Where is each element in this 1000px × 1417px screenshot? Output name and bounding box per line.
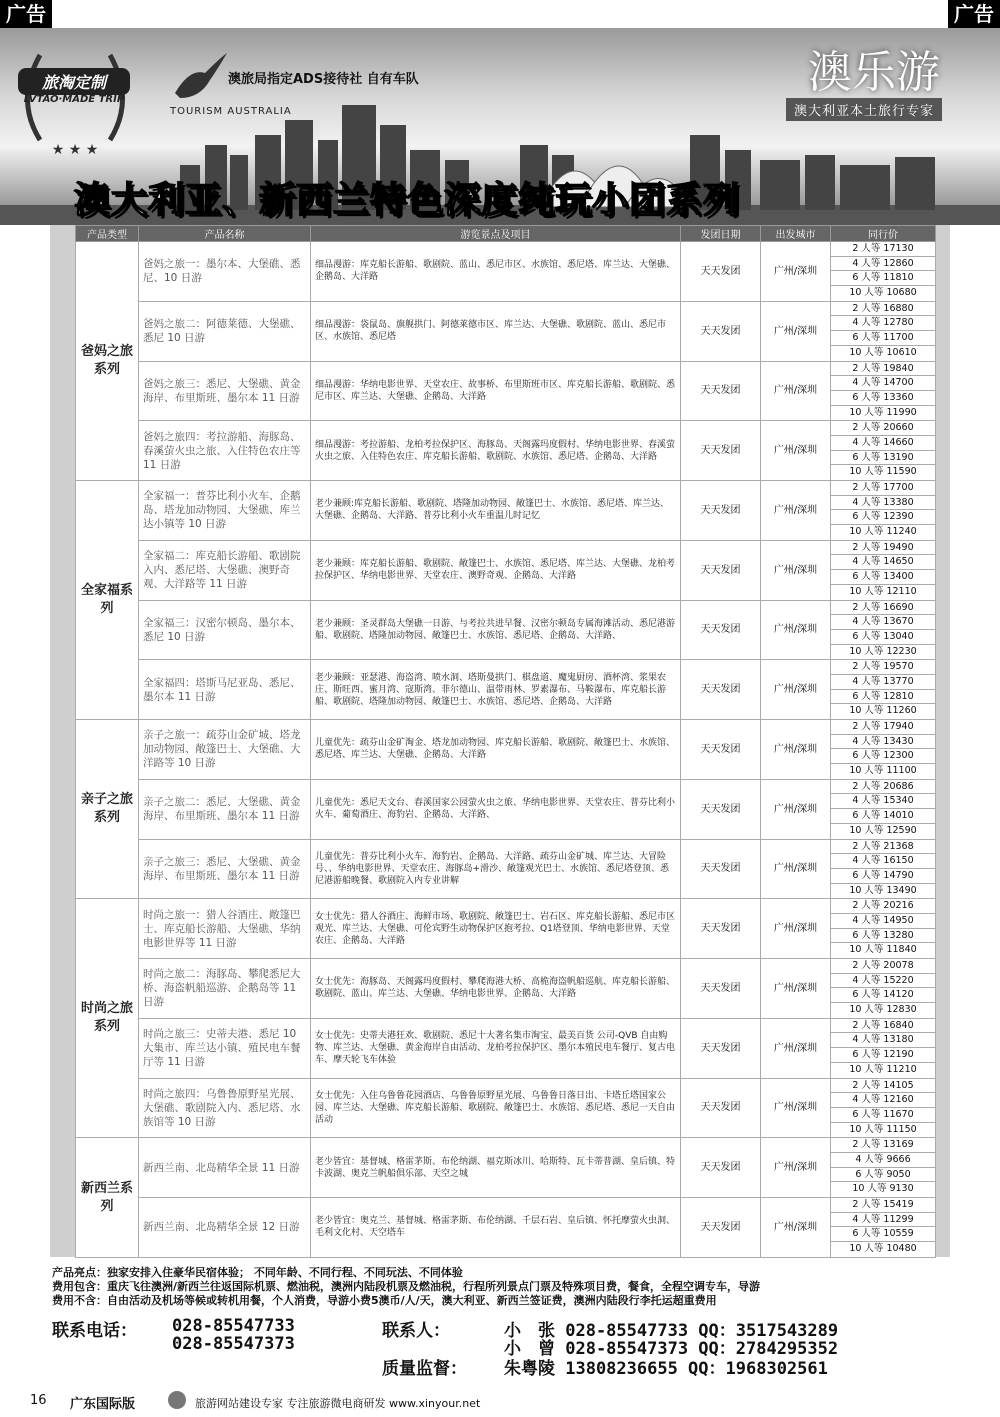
table-row bbox=[76, 1018, 936, 1078]
departure-city-cell: 广州/深圳 bbox=[761, 481, 831, 541]
ad-tag-right: 广告 bbox=[948, 0, 1000, 28]
departure-city-cell: 广州/深圳 bbox=[761, 899, 831, 959]
table-header-cell: 产品类型 bbox=[76, 226, 139, 242]
price-tier: 10 人等 11840 bbox=[849, 944, 917, 956]
itinerary-cell: 老少皆宜：基督城、格雷茅斯、布伦纳湖、福克斯冰川、哈斯特、瓦卡蒂普湖、皇后镇、特卡波湖、奥克兰帆船俱乐部、天空之城 bbox=[311, 1138, 681, 1198]
badge-subtitle: LVTAO·MADE TRIP bbox=[23, 94, 125, 105]
tour-name-cell: 时尚之旅一：猎人谷酒庄、敞篷巴士、库克船长游船、大堡礁、华纳电影世界等 11 日游 bbox=[139, 899, 311, 959]
price-cell bbox=[831, 421, 936, 481]
departure-date-cell: 天天发团 bbox=[681, 361, 761, 421]
departure-date-cell: 天天发团 bbox=[681, 540, 761, 600]
supervisor-contact[interactable]: 朱粤陵 13808236655 QQ：1968302561 bbox=[504, 1359, 828, 1379]
price-cell bbox=[831, 301, 936, 361]
tour-name-cell: 爸妈之旅四：考拉游船、海豚岛、春溪萤火虫之旅、入住特色农庄等 11 日游 bbox=[139, 421, 311, 481]
table-header-cell: 出发城市 bbox=[761, 226, 831, 242]
table-row bbox=[76, 481, 936, 541]
price-tier: 10 人等 11260 bbox=[849, 705, 917, 717]
itinerary-cell: 儿童优先：普芬比利小火车、海豹岩、企鹅岛、大洋路、疏芬山金矿城、库兰达、大冒险号、、华纳电影世界、天堂农庄、海豚岛+滑沙、敞篷观光巴士、水族馆、悉尼塔登顶、悉尼港游船晚餐、歌剧院入内专业讲解 bbox=[311, 839, 681, 899]
tour-name-cell: 爸妈之旅三：悉尼、大堡礁、黄金海岸、布里斯班、墨尔本 11 日游 bbox=[139, 361, 311, 421]
price-tier: 6 人等 14120 bbox=[831, 988, 935, 1003]
departure-date-cell: 天天发团 bbox=[681, 481, 761, 541]
tour-name-cell: 爸妈之旅二：阿德莱德、大堡礁、悉尼 10 日游 bbox=[139, 301, 311, 361]
price-tier: 6 人等 11810 bbox=[831, 271, 935, 286]
departure-city-cell: 广州/深圳 bbox=[761, 600, 831, 660]
table-row bbox=[76, 720, 936, 780]
price-cell bbox=[831, 720, 936, 780]
tour-name-cell: 新西兰南、北岛精华全景 12 日游 bbox=[139, 1198, 311, 1258]
page-number: 16 bbox=[30, 1393, 47, 1408]
price-tier: 2 人等 16880 bbox=[831, 302, 935, 317]
departure-city-cell: 广州/深圳 bbox=[761, 779, 831, 839]
price-tier: 4 人等 14650 bbox=[831, 555, 935, 570]
price-tier: 2 人等 20216 bbox=[831, 899, 935, 914]
price-tier: 6 人等 10559 bbox=[831, 1227, 935, 1242]
price-tier: 6 人等 13360 bbox=[831, 391, 935, 406]
departure-city-cell: 广州/深圳 bbox=[761, 660, 831, 720]
table-row bbox=[76, 660, 936, 720]
departure-city-cell: 广州/深圳 bbox=[761, 361, 831, 421]
contact-person-2[interactable]: 小 曾 028-85547373 QQ：2784295352 bbox=[504, 1339, 839, 1359]
price-cell bbox=[831, 779, 936, 839]
table-row bbox=[76, 1138, 936, 1198]
departure-city-cell: 广州/深圳 bbox=[761, 1138, 831, 1198]
price-tier: 4 人等 13430 bbox=[831, 735, 935, 750]
price-tier: 10 人等 12590 bbox=[849, 824, 917, 836]
price-tier: 6 人等 14790 bbox=[831, 869, 935, 884]
table-header-row bbox=[76, 226, 936, 242]
price-tier: 4 人等 13770 bbox=[831, 675, 935, 690]
tour-name-cell: 新西兰南、北岛精华全景 11 日游 bbox=[139, 1138, 311, 1198]
itinerary-cell: 儿童优先：悉尼天文台、春溪国家公园萤火虫之旅、华纳电影世界、天堂农庄、普芬比利小火车、葡萄酒庄、海豹岩、企鹅岛、大洋路、 bbox=[311, 779, 681, 839]
itinerary-cell: 细品漫游：考拉游船、龙柏考拉保护区、海豚岛、天阁露玛度假村、华纳电影世界、春溪萤火虫之旅、入住特色农庄、库克船长游船、歌剧院、水族馆、悉尼塔、企鹅岛、大洋路 bbox=[311, 421, 681, 481]
price-tier: 4 人等 12780 bbox=[831, 316, 935, 331]
edition-name: 广东国际版 bbox=[70, 1397, 136, 1412]
price-tier: 4 人等 14950 bbox=[831, 914, 935, 929]
price-tier: 6 人等 13400 bbox=[831, 570, 935, 585]
contact-person-label: 联系人： bbox=[382, 1321, 450, 1341]
contact-person-1[interactable]: 小 张 028-85547733 QQ：3517543289 bbox=[504, 1321, 839, 1341]
footer-ad-text: 旅游网站建设专家 专注旅游微电商研发 www.xinyour.net bbox=[195, 1397, 481, 1410]
price-tier: 2 人等 19570 bbox=[831, 660, 935, 675]
departure-date-cell: 天天发团 bbox=[681, 301, 761, 361]
page-footer bbox=[0, 1385, 1000, 1417]
price-tier: 2 人等 20078 bbox=[831, 959, 935, 974]
price-tier: 4 人等 16150 bbox=[831, 854, 935, 869]
departure-city-cell: 广州/深圳 bbox=[761, 1198, 831, 1258]
table-header-cell: 同行价 bbox=[831, 226, 936, 242]
itinerary-cell: 老少皆宜：奥克兰、基督城、格雷茅斯、布伦纳湖、千层石岩、皇后镇、怀托摩萤火虫洞、毛利文化村、天空塔车 bbox=[311, 1198, 681, 1258]
price-tier: 10 人等 11210 bbox=[849, 1063, 917, 1075]
table-row bbox=[76, 959, 936, 1019]
header-banner bbox=[0, 28, 1000, 225]
itinerary-cell: 女士优先：入住乌鲁鲁花园酒店、乌鲁鲁原野星光展、乌鲁鲁日落日出、卡塔丘塔国家公园、库兰达、大堡礁、库克船长游船、歌剧院、敞篷巴士、水族馆、悉尼塔、悉尼一天自由活动 bbox=[311, 1078, 681, 1138]
price-tier: 2 人等 21368 bbox=[831, 840, 935, 855]
price-tier: 6 人等 13280 bbox=[831, 929, 935, 944]
price-cell bbox=[831, 660, 936, 720]
departure-city-cell: 广州/深圳 bbox=[761, 540, 831, 600]
table-header-cell: 游览景点及项目 bbox=[311, 226, 681, 242]
price-tier: 6 人等 11670 bbox=[831, 1108, 935, 1123]
departure-city-cell: 广州/深圳 bbox=[761, 1018, 831, 1078]
price-tier: 4 人等 12860 bbox=[831, 257, 935, 272]
contact-block bbox=[52, 1314, 948, 1379]
category-cell: 时尚之旅系列 bbox=[76, 899, 139, 1138]
table-row bbox=[76, 1198, 936, 1258]
highlights-line: 产品亮点：独家安排入住豪华民宿体验； 不同年龄、不同行程、不同玩法、不同体验 bbox=[52, 1266, 463, 1279]
table-row bbox=[76, 361, 936, 421]
ad-tag-left: 广告 bbox=[0, 0, 52, 28]
phone-1[interactable]: 028-85547733 bbox=[172, 1316, 295, 1336]
tour-name-cell: 时尚之旅三：史蒂夫港、悉尼 10 大集市、库兰达小镇、殖民电车餐厅等 11 日游 bbox=[139, 1018, 311, 1078]
phone-label: 联系电话： bbox=[52, 1321, 137, 1341]
itinerary-cell: 细品漫游：库克船长游船、歌剧院、蓝山、悉尼市区、水族馆、悉尼塔、库兰达、大堡礁、企鹅岛、大洋路 bbox=[311, 242, 681, 302]
departure-date-cell: 天天发团 bbox=[681, 839, 761, 899]
price-tier: 4 人等 14700 bbox=[831, 376, 935, 391]
price-tier: 10 人等 12830 bbox=[849, 1004, 917, 1016]
table-header-cell: 产品名称 bbox=[139, 226, 311, 242]
departure-date-cell: 天天发团 bbox=[681, 1138, 761, 1198]
category-cell: 亲子之旅系列 bbox=[76, 720, 139, 899]
edition-logo-icon bbox=[168, 1391, 186, 1409]
itinerary-cell: 细品漫游：袋鼠岛、旗舰拱门、阿德莱德市区、库兰达、大堡礁、歌剧院、蓝山、悉尼市区、水族馆、悉尼塔 bbox=[311, 301, 681, 361]
departure-date-cell: 天天发团 bbox=[681, 720, 761, 780]
price-tier: 2 人等 16840 bbox=[831, 1019, 935, 1034]
price-tier: 10 人等 11590 bbox=[849, 466, 917, 478]
table-row bbox=[76, 779, 936, 839]
table-row bbox=[76, 1078, 936, 1138]
price-cell bbox=[831, 1138, 936, 1198]
departure-city-cell: 广州/深圳 bbox=[761, 720, 831, 780]
table-row bbox=[76, 242, 936, 302]
tour-name-cell: 亲子之旅三：悉尼、大堡礁、黄金海岸、布里斯班、墨尔本 11 日游 bbox=[139, 839, 311, 899]
price-tier: 4 人等 11299 bbox=[831, 1213, 935, 1228]
price-tier: 2 人等 17700 bbox=[831, 481, 935, 496]
svg-text:★ ★ ★: ★ ★ ★ bbox=[51, 142, 99, 158]
table-row bbox=[76, 301, 936, 361]
tour-name-cell: 亲子之旅二：悉尼、大堡礁、黄金海岸、布里斯班、墨尔本 11 日游 bbox=[139, 779, 311, 839]
table-row bbox=[76, 540, 936, 600]
price-tier: 10 人等 11990 bbox=[849, 406, 917, 418]
price-tier: 2 人等 13169 bbox=[831, 1138, 935, 1153]
tour-name-cell: 亲子之旅一：疏芬山金矿城、塔龙加动物园、敞篷巴士、大堡礁、大洋路等 10 日游 bbox=[139, 720, 311, 780]
table-header-cell: 发团日期 bbox=[681, 226, 761, 242]
brand-slogan: 澳大利亚本土旅行专家 bbox=[786, 98, 942, 121]
price-tier: 2 人等 17940 bbox=[831, 720, 935, 735]
table-row bbox=[76, 899, 936, 959]
tour-name-cell: 全家福三：汉密尔顿岛、墨尔本、悉尼 10 日游 bbox=[139, 600, 311, 660]
departure-date-cell: 天天发团 bbox=[681, 1018, 761, 1078]
price-cell bbox=[831, 481, 936, 541]
departure-date-cell: 天天发团 bbox=[681, 1078, 761, 1138]
price-tier: 10 人等 10610 bbox=[849, 346, 917, 358]
price-tier: 6 人等 14010 bbox=[831, 809, 935, 824]
itinerary-cell: 女士优先：海豚岛、天阁露玛度假村、攀爬海港大桥、高桅海盗帆船巡航、库克船长游船、歌剧院、蓝山、库兰达、大堡礁、华纳电影世界、企鹅岛、大洋路 bbox=[311, 959, 681, 1019]
category-cell: 全家福系列 bbox=[76, 481, 139, 720]
includes-line: 费用包含：重庆飞往澳洲/新西兰往返国际机票、燃油税，澳洲内陆段机票及燃油税，行程所列景点门票及特殊项目费，餐食，全程空调专车，导游 bbox=[52, 1280, 761, 1293]
departure-city-cell: 广州/深圳 bbox=[761, 242, 831, 302]
price-cell bbox=[831, 1198, 936, 1258]
price-tier: 2 人等 19490 bbox=[831, 541, 935, 556]
tour-name-cell: 爸妈之旅一：墨尔本、大堡礁、悉尼、10 日游 bbox=[139, 242, 311, 302]
price-cell bbox=[831, 1078, 936, 1138]
price-cell bbox=[831, 959, 936, 1019]
departure-city-cell: 广州/深圳 bbox=[761, 959, 831, 1019]
price-tier: 6 人等 9050 bbox=[831, 1168, 935, 1183]
price-tier: 6 人等 11700 bbox=[831, 331, 935, 346]
price-tier: 10 人等 12110 bbox=[849, 585, 917, 597]
departure-city-cell: 广州/深圳 bbox=[761, 421, 831, 481]
itinerary-cell: 细品漫游：华纳电影世界、天堂农庄、故事桥、布里斯班市区、库克船长游船、歌剧院、悉尼市区、库兰达、大堡礁、企鹅岛、大洋路 bbox=[311, 361, 681, 421]
departure-city-cell: 广州/深圳 bbox=[761, 839, 831, 899]
price-tier: 4 人等 14660 bbox=[831, 436, 935, 451]
page-title: 澳大利亚、新西兰特色深度纯玩小团系列 bbox=[74, 180, 741, 221]
price-tier: 6 人等 13190 bbox=[831, 451, 935, 466]
table-row bbox=[76, 421, 936, 481]
price-tier: 4 人等 13380 bbox=[831, 496, 935, 511]
price-tier: 6 人等 12390 bbox=[831, 510, 935, 525]
price-cell bbox=[831, 361, 936, 421]
ads-agency-text: 澳旅局指定ADS接待社 自有车队 bbox=[228, 72, 419, 87]
price-tier: 2 人等 20686 bbox=[831, 780, 935, 795]
departure-date-cell: 天天发团 bbox=[681, 1198, 761, 1258]
price-tier: 4 人等 12160 bbox=[831, 1093, 935, 1108]
tour-name-cell: 全家福四：塔斯马尼亚岛、悉尼、墨尔本 11 日游 bbox=[139, 660, 311, 720]
tour-name-cell: 全家福一：普芬比利小火车、企鹅岛、塔龙加动物园、大堡礁、库兰达小镇等 10 日游 bbox=[139, 481, 311, 541]
badge-title: 旅淘定制 bbox=[18, 68, 130, 95]
price-cell bbox=[831, 899, 936, 959]
price-tier: 6 人等 12810 bbox=[831, 690, 935, 705]
price-tier: 10 人等 12230 bbox=[849, 645, 917, 657]
price-tier: 2 人等 20660 bbox=[831, 421, 935, 436]
price-tier: 10 人等 10480 bbox=[849, 1243, 917, 1255]
departure-city-cell: 广州/深圳 bbox=[761, 1078, 831, 1138]
price-tier: 2 人等 19840 bbox=[831, 362, 935, 377]
price-tier: 10 人等 13490 bbox=[849, 884, 917, 896]
price-cell bbox=[831, 1018, 936, 1078]
footer-notes bbox=[52, 1266, 948, 1308]
itinerary-cell: 女士优先：猎人谷酒庄、海鲜市场、歌剧院、敞篷巴士、岩石区、库克船长游船、悉尼市区观光、库兰达、大堡礁、可伦宾野生动物保护区抱考拉、Q1塔登顶、华纳电影世界、天堂农庄、企鹅岛、大洋路 bbox=[311, 899, 681, 959]
price-tier: 6 人等 13040 bbox=[831, 630, 935, 645]
tour-name-cell: 时尚之旅二：海豚岛、攀爬悉尼大桥、海盗帆船巡游、企鹅岛等 11 日游 bbox=[139, 959, 311, 1019]
price-tier: 10 人等 9130 bbox=[852, 1183, 914, 1195]
itinerary-cell: 老少兼顾：圣灵群岛大堡礁一日游、与考拉共进早餐、汉密尔顿岛专属海滩活动、悉尼港游船、歌剧院、塔隆加动物园、敞篷巴士、水族馆、悉尼塔、企鹅岛、大洋路、 bbox=[311, 600, 681, 660]
departure-date-cell: 天天发团 bbox=[681, 242, 761, 302]
departure-date-cell: 天天发团 bbox=[681, 899, 761, 959]
tour-name-cell: 时尚之旅四：乌鲁鲁原野星光展、大堡礁、歌剧院入内、悉尼塔、水族馆等 10 日游 bbox=[139, 1078, 311, 1138]
price-cell bbox=[831, 242, 936, 302]
price-tier: 4 人等 15220 bbox=[831, 974, 935, 989]
departure-city-cell: 广州/深圳 bbox=[761, 301, 831, 361]
itinerary-cell: 老少兼顾：亚瑟港、海盗湾、喷水洞、塔斯曼拱门、棋盘道、魔鬼厨房、酒杯湾、浆果农庄、斯旺西、蜜月湾、寇斯湾、菲尔德山、温带雨林、罗素瀑布、马鞍瀑布、库克船长游船、歌剧院、塔隆加动物园、敞篷巴士、水族馆、悉尼塔、企鹅岛、大洋路 bbox=[311, 660, 681, 720]
category-cell: 新西兰系列 bbox=[76, 1138, 139, 1258]
price-tier: 10 人等 11150 bbox=[849, 1123, 917, 1135]
brand-name: 澳乐游 bbox=[808, 47, 940, 98]
phone-2[interactable]: 028-85547373 bbox=[172, 1334, 295, 1354]
price-tier: 10 人等 10680 bbox=[849, 287, 917, 299]
category-cell: 爸妈之旅系列 bbox=[76, 242, 139, 481]
excludes-line: 费用不含：自由活动及机场等候或转机用餐，个人消费，导游小费5澳币/人/天，澳大利亚、新西兰签证费，澳洲内陆段行李托运超重费用 bbox=[52, 1294, 717, 1307]
price-cell bbox=[831, 600, 936, 660]
price-tier: 4 人等 13180 bbox=[831, 1033, 935, 1048]
tour-name-cell: 全家福二：库克船长游船、歌剧院入内、悉尼塔、大堡礁、澳野奇观、大洋路等 11 日游 bbox=[139, 540, 311, 600]
itinerary-cell: 老少兼顾:库克船长游船、歌剧院、塔隆加动物园、敞篷巴士、水族馆、悉尼塔、库兰达、大堡礁、企鹅岛、大洋路、普芬比利小火车重温儿时记忆 bbox=[311, 481, 681, 541]
itinerary-cell: 儿童优先：疏芬山金矿淘金、塔龙加动物园、库克船长游船、歌剧院、敞篷巴士、水族馆、悉尼塔、库兰达、大堡礁、企鹅岛、大洋路 bbox=[311, 720, 681, 780]
price-cell bbox=[831, 540, 936, 600]
departure-date-cell: 天天发团 bbox=[681, 421, 761, 481]
tour-table bbox=[75, 225, 936, 1258]
departure-date-cell: 天天发团 bbox=[681, 959, 761, 1019]
price-tier: 2 人等 15419 bbox=[831, 1198, 935, 1213]
price-tier: 2 人等 14105 bbox=[831, 1079, 935, 1094]
tourism-australia-logo-text: TOURISM AUSTRALIA bbox=[170, 106, 292, 117]
price-cell bbox=[831, 839, 936, 899]
price-tier: 6 人等 12190 bbox=[831, 1048, 935, 1063]
table-row bbox=[76, 839, 936, 899]
price-tier: 4 人等 9666 bbox=[831, 1153, 935, 1168]
departure-date-cell: 天天发团 bbox=[681, 779, 761, 839]
price-tier: 10 人等 11240 bbox=[849, 526, 917, 538]
price-tier: 2 人等 17130 bbox=[831, 242, 935, 257]
departure-date-cell: 天天发团 bbox=[681, 600, 761, 660]
itinerary-cell: 女士优先：史蒂夫港狂欢、歌剧院、悉尼十大著名集市淘宝、最美百货 公司-QVB 自由购物、库兰达、大堡礁、黄金海岸自由活动、龙柏考拉保护区、墨尔本殖民电车餐厅、复古电车、摩天轮飞车体验 bbox=[311, 1018, 681, 1078]
price-tier: 4 人等 15340 bbox=[831, 794, 935, 809]
price-tier: 10 人等 11100 bbox=[849, 765, 917, 777]
price-tier: 4 人等 13670 bbox=[831, 615, 935, 630]
price-tier: 6 人等 12300 bbox=[831, 749, 935, 764]
table-row bbox=[76, 600, 936, 660]
itinerary-cell: 老少兼顾：库克船长游船、歌剧院、敞篷巴士、水族馆、悉尼塔、库兰达、大堡礁、龙柏考拉保护区、华纳电影世界、天堂农庄、澳野奇观、企鹅岛、大洋路 bbox=[311, 540, 681, 600]
price-tier: 2 人等 16690 bbox=[831, 601, 935, 616]
supervisor-label: 质量监督： bbox=[382, 1359, 467, 1379]
departure-date-cell: 天天发团 bbox=[681, 660, 761, 720]
